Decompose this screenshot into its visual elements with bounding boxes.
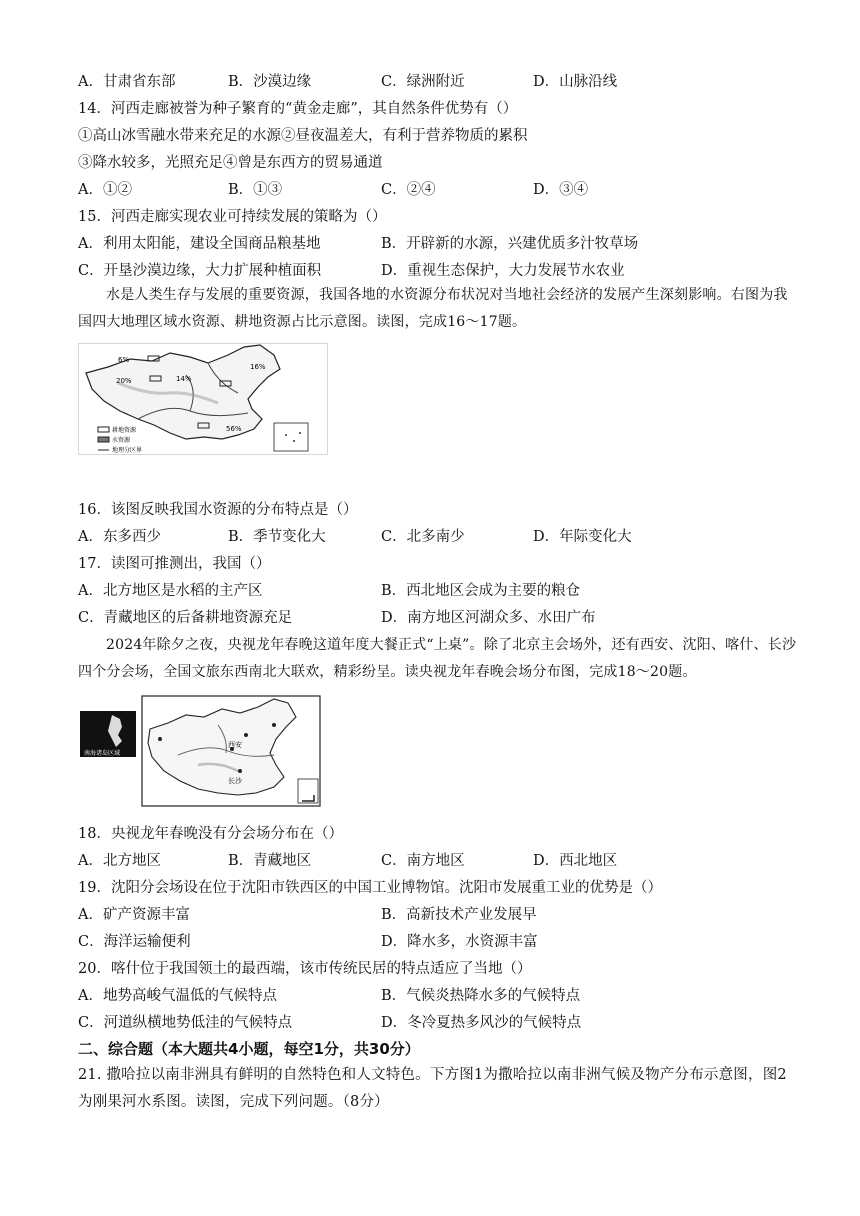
q17-stem: 17．读图可推测出，我国（） <box>78 556 271 572</box>
q20-option-a: A．地势高峻气温低的气候特点 <box>78 988 277 1004</box>
q15-option-d: D．重视生态保护，大力发展节水农业 <box>381 263 625 279</box>
q16-stem: 16．该图反映我国水资源的分布特点是（） <box>78 502 358 518</box>
q16-option-d: D．年际变化大 <box>533 529 632 545</box>
q17-option-d: D．南方地区河湖众多、水田广布 <box>381 610 596 626</box>
map2-inset-label: 南海诸岛区域 <box>84 750 121 757</box>
legend-farmland: 耕地资源 <box>112 427 137 434</box>
q15-option-b: B．开辟新的水源，兴建优质多汁牧草场 <box>381 236 639 252</box>
q19-option-b: B．高新技术产业发展早 <box>381 907 537 923</box>
q15-option-a: A．利用太阳能，建设全国商品粮基地 <box>78 236 321 252</box>
q20-stem: 20．喀什位于我国领土的最西端，该市传统民居的特点适应了当地（） <box>78 961 532 977</box>
q20-option-c: C．河道纵横地势低洼的气候特点 <box>78 1015 293 1031</box>
map1-label-14pct: 14% <box>176 375 192 383</box>
water-farmland-map <box>78 343 328 455</box>
q16-option-a: A．东多西少 <box>78 529 161 545</box>
q18-option-b: B．青藏地区 <box>228 853 312 869</box>
q21-stem: 21. 撒哈拉以南非洲具有鲜明的自然特色和人文特色。下方图1为撒哈拉以南非洲气候及物产分布示意图，图2为刚果河水系图。读图，完成下列问题。（8分） <box>78 1067 787 1110</box>
map1-label-20pct: 20% <box>116 377 132 385</box>
q14-option-a: A．①② <box>78 182 132 198</box>
map1-label-16pct: 16% <box>250 363 266 371</box>
legend-water: 水资源 <box>112 437 131 444</box>
q20-option-b: B．气候炎热降水多的气候特点 <box>381 988 581 1004</box>
q14-stem: 14．河西走廊被誉为种子繁育的“黄金走廊”，其自然条件优势有（） <box>78 101 518 117</box>
q14-option-d: D．③④ <box>533 182 589 198</box>
q19-option-c: C．海洋运输便利 <box>78 934 191 950</box>
q19-stem: 19．沈阳分会场设在位于沈阳市铁西区的中国工业博物馆。沈阳市发展重工业的优势是（） <box>78 880 662 896</box>
map1-label-56pct: 56% <box>226 425 242 433</box>
q14-statements-1: ①高山冰雪融水带来充足的水源②昼夜温差大，有利于营养物质的累积 <box>78 128 528 144</box>
intro-16-17: 水是人类生存与发展的重要资源，我国各地的水资源分布状况对当地社会经济的发展产生深刻影响。右图为我国四大地理区域水资源、耕地资源占比示意图。读图，完成16～17题。 <box>78 287 788 330</box>
q13-option-a: A．甘肃省东部 <box>78 74 176 90</box>
q19-option-a: A．矿产资源丰富 <box>78 907 190 923</box>
q14-option-b: B．①③ <box>228 182 283 198</box>
q14-option-c: C．②④ <box>381 182 436 198</box>
section-2-heading: 二、综合题（本大题共4小题，每空1分，共30分） <box>78 1040 420 1058</box>
legend-boundary: 地理分区界 <box>112 447 143 454</box>
q13-option-c: C．绿洲附近 <box>381 74 465 90</box>
q13-option-b: B．沙漠边缘 <box>228 74 312 90</box>
q17-option-a: A．北方地区是水稻的主产区 <box>78 583 263 599</box>
q18-option-c: C．南方地区 <box>381 853 465 869</box>
q16-option-b: B．季节变化大 <box>228 529 326 545</box>
spring-festival-gala-map <box>78 695 322 808</box>
intro-18-20: 2024年除夕之夜，央视龙年春晚这道年度大餐正式“上桌”。除了北京主会场外，还有西安、沈阳、喀什、长沙四个分会场，全国文旅东西南北大联欢，精彩纷呈。读央视龙年春晚会场分布图，完成18～20题。 <box>78 637 797 680</box>
q13-option-d: D．山脉沿线 <box>533 74 618 90</box>
q18-option-d: D．西北地区 <box>533 853 618 869</box>
q20-option-d: D．冬冷夏热多风沙的气候特点 <box>381 1015 582 1031</box>
q14-statements-2: ③降水较多，光照充足④曾是东西方的贸易通道 <box>78 155 383 171</box>
q18-option-a: A．北方地区 <box>78 853 161 869</box>
map2-label-changsha: 长沙 <box>228 777 242 785</box>
q19-option-d: D．降水多，水资源丰富 <box>381 934 538 950</box>
q16-option-c: C．北多南少 <box>381 529 465 545</box>
q15-stem: 15．河西走廊实现农业可持续发展的策略为（） <box>78 209 387 225</box>
q17-option-b: B．西北地区会成为主要的粮仓 <box>381 583 581 599</box>
q15-option-c: C．开垦沙漠边缘，大力扩展种植面积 <box>78 263 322 279</box>
map1-label-6pct: 6% <box>118 356 130 364</box>
q17-option-c: C．青藏地区的后备耕地资源充足 <box>78 610 293 626</box>
map2-label-xian: 西安 <box>228 741 242 749</box>
q18-stem: 18．央视龙年春晚没有分会场分布在（） <box>78 826 343 842</box>
